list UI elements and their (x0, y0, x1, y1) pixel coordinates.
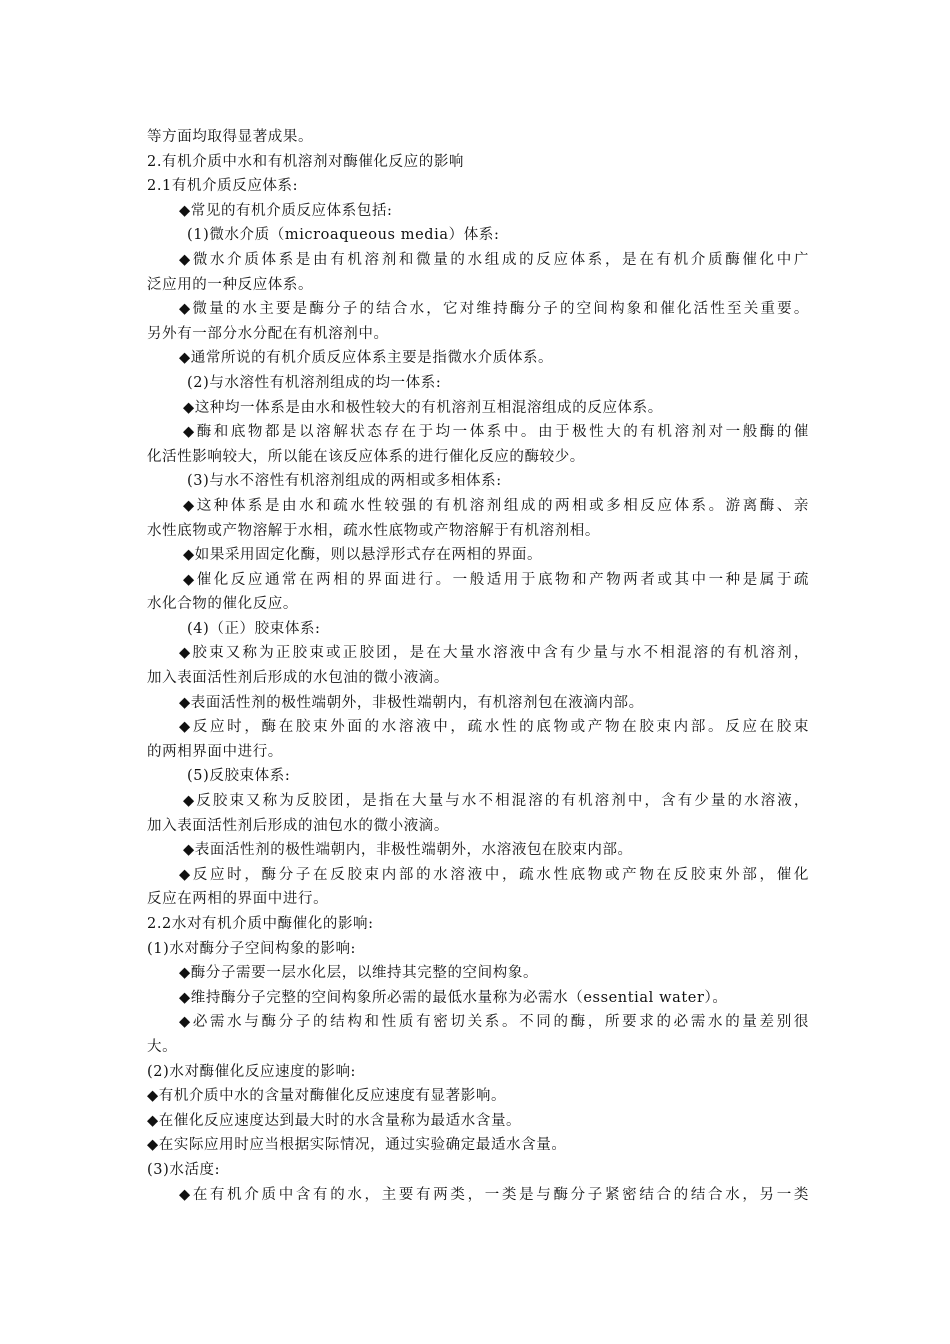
bullet-line: ◆常见的有机介质反应体系包括: (179, 202, 393, 219)
item-heading: (3)水活度: (147, 1161, 221, 1178)
bullet-line: ◆反胶束又称为反胶团，是指在大量与水不相混溶的有机溶剂中，含有少量的水溶液， (183, 793, 809, 810)
bullet-line: ◆反应时，酶分子在反胶束内部的水溶液中，疏水性底物或产物在反胶束外部，催化 (179, 866, 809, 883)
bullet-line: ◆如果采用固定化酶，则以悬浮形式存在两相的界面。 (183, 547, 543, 564)
text-line: 的两相界面中进行。 (147, 743, 283, 760)
document-body (147, 125, 809, 1207)
bullet-line: ◆微量的水主要是酶分子的结合水，它对维持酶分子的空间构象和催化活性至关重要。 (179, 301, 809, 318)
item-heading: (1)水对酶分子空间构象的影响: (147, 940, 357, 957)
text-line: 水化合物的催化反应。 (147, 596, 298, 613)
text-line: 泛应用的一种反应体系。 (147, 276, 314, 293)
subsection-heading: 2.2水对有机介质中酶催化的影响: (147, 916, 374, 932)
text-line: 大。 (147, 1038, 178, 1055)
bullet-line: ◆酶和底物都是以溶解状态存在于均一体系中。由于极性大的有机溶剂对一般酶的催 (183, 424, 809, 441)
bullet-line: ◆必需水与酶分子的结构和性质有密切关系。不同的酶，所要求的必需水的量差别很 (179, 1014, 809, 1031)
text-line: 水性底物或产物溶解于水相，疏水性底物或产物溶解于有机溶剂相。 (147, 522, 600, 539)
item-heading: (5)反胶束体系: (187, 768, 291, 785)
bullet-line: ◆反应时，酶在胶束外面的水溶液中，疏水性的底物或产物在胶束内部。反应在胶束 (179, 719, 809, 736)
bullet-line: ◆在实际应用时应当根据实际情况，通过实验确定最适水含量。 (147, 1137, 567, 1154)
item-heading: (1)微水介质（microaqueous media）体系: (187, 227, 500, 244)
text-line: 加入表面活性剂后形成的油包水的微小液滴。 (147, 817, 449, 834)
text-line: 另外有一部分水分配在有机溶剂中。 (147, 325, 389, 342)
item-heading: (2)水对酶催化反应速度的影响: (147, 1063, 357, 1080)
bullet-line: ◆在有机介质中含有的水，主要有两类，一类是与酶分子紧密结合的结合水，另一类 (179, 1186, 809, 1203)
subsection-heading: 2.1有机介质反应体系: (147, 178, 299, 195)
text-line: 等方面均取得显著成果。 (147, 129, 314, 145)
item-heading: (4)（正）胶束体系: (187, 620, 321, 637)
bullet-line: ◆通常所说的有机介质反应体系主要是指微水介质体系。 (179, 350, 554, 367)
bullet-line: ◆维持酶分子完整的空间构象所必需的最低水量称为必需水（essential water）。 (179, 989, 728, 1006)
text-line: 加入表面活性剂后形成的水包油的微小液滴。 (147, 670, 449, 687)
bullet-line: ◆酶分子需要一层水化层，以维持其完整的空间构象。 (179, 965, 539, 982)
bullet-line: ◆表面活性剂的极性端朝内，非极性端朝外，水溶液包在胶束内部。 (183, 842, 633, 859)
bullet-line: ◆微水介质体系是由有机溶剂和微量的水组成的反应体系，是在有机介质酶催化中广 (179, 251, 809, 268)
section-heading: 2.有机介质中水和有机溶剂对酶催化反应的影响 (147, 153, 465, 170)
item-heading: (2)与水溶性有机溶剂组成的均一体系: (187, 374, 442, 391)
bullet-line: ◆这种体系是由水和疏水性较强的有机溶剂组成的两相或多相反应体系。游离酶、亲 (183, 497, 809, 514)
item-heading: (3)与水不溶性有机溶剂组成的两相或多相体系: (187, 473, 502, 490)
bullet-line: ◆这种均一体系是由水和极性较大的有机溶剂互相混溶组成的反应体系。 (183, 399, 663, 416)
bullet-line: ◆表面活性剂的极性端朝外，非极性端朝内，有机溶剂包在液滴内部。 (179, 694, 644, 711)
bullet-line: ◆在催化反应速度达到最大时的水含量称为最适水含量。 (147, 1112, 522, 1129)
bullet-line: ◆有机介质中水的含量对酶催化反应速度有显著影响。 (147, 1088, 507, 1105)
bullet-line: ◆催化反应通常在两相的界面进行。一般适用于底物和产物两者或其中一种是属于疏 (183, 571, 809, 588)
bullet-line: ◆胶束又称为正胶束或正胶团，是在大量水溶液中含有少量与水不相混溶的有机溶剂， (179, 645, 809, 662)
text-line: 反应在两相的界面中进行。 (147, 891, 329, 908)
text-line: 化活性影响较大，所以能在该反应体系的进行催化反应的酶较少。 (147, 448, 585, 465)
